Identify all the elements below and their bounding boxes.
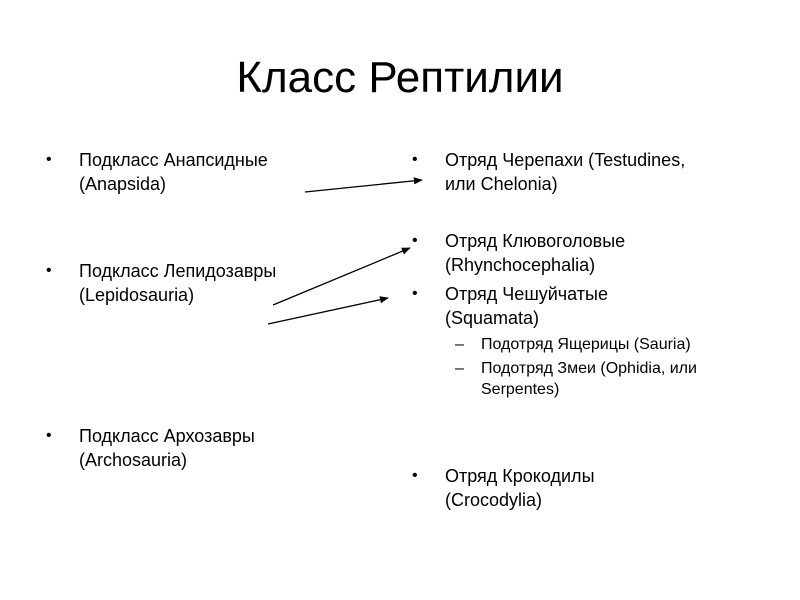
sub-item-line1: Подотряд Ящерицы (Sauria): [481, 336, 691, 353]
bullet-icon: •: [412, 232, 418, 249]
left-item-line1: Подкласс Лепидозавры: [79, 261, 277, 281]
left-item-line2: (Anapsida): [79, 174, 167, 194]
right-item-line2: или Chelonia): [445, 174, 558, 194]
slide-title: Класс Рептилии: [236, 53, 564, 102]
dash-icon: –: [455, 360, 464, 377]
right-item-line1: Отряд Черепахи (Testudines,: [445, 150, 686, 170]
right-item-line1: Отряд Клювоголовые: [445, 231, 626, 251]
right-item-line2: (Rhynchocephalia): [445, 255, 596, 275]
arrow-lepidosauria-to-rhynchocephalia: [273, 248, 410, 305]
left-item-line2: (Lepidosauria): [79, 285, 195, 305]
dash-icon: –: [455, 336, 464, 353]
sub-item-line2: Serpentes): [481, 381, 560, 398]
right-item-line1: Отряд Крокодилы: [445, 466, 595, 486]
right-item-line2: (Crocodylia): [445, 490, 543, 510]
right-item-line1: Отряд Чешуйчатые: [445, 284, 608, 304]
left-item-line1: Подкласс Архозавры: [79, 426, 255, 446]
arrow-lepidosauria-to-squamata: [268, 298, 388, 324]
arrow-anapsida-to-testudines: [305, 180, 422, 192]
bullet-icon: •: [46, 151, 52, 168]
bullet-icon: •: [412, 285, 418, 302]
bullet-icon: •: [46, 262, 52, 279]
sub-item-line1: Подотряд Змеи (Ophidia, или: [481, 360, 697, 377]
bullet-icon: •: [412, 151, 418, 168]
left-item-line1: Подкласс Анапсидные: [79, 150, 268, 170]
right-item-line2: (Squamata): [445, 308, 540, 328]
bullet-icon: •: [46, 427, 52, 444]
bullet-icon: •: [412, 467, 418, 484]
left-item-line2: (Archosauria): [79, 450, 188, 470]
